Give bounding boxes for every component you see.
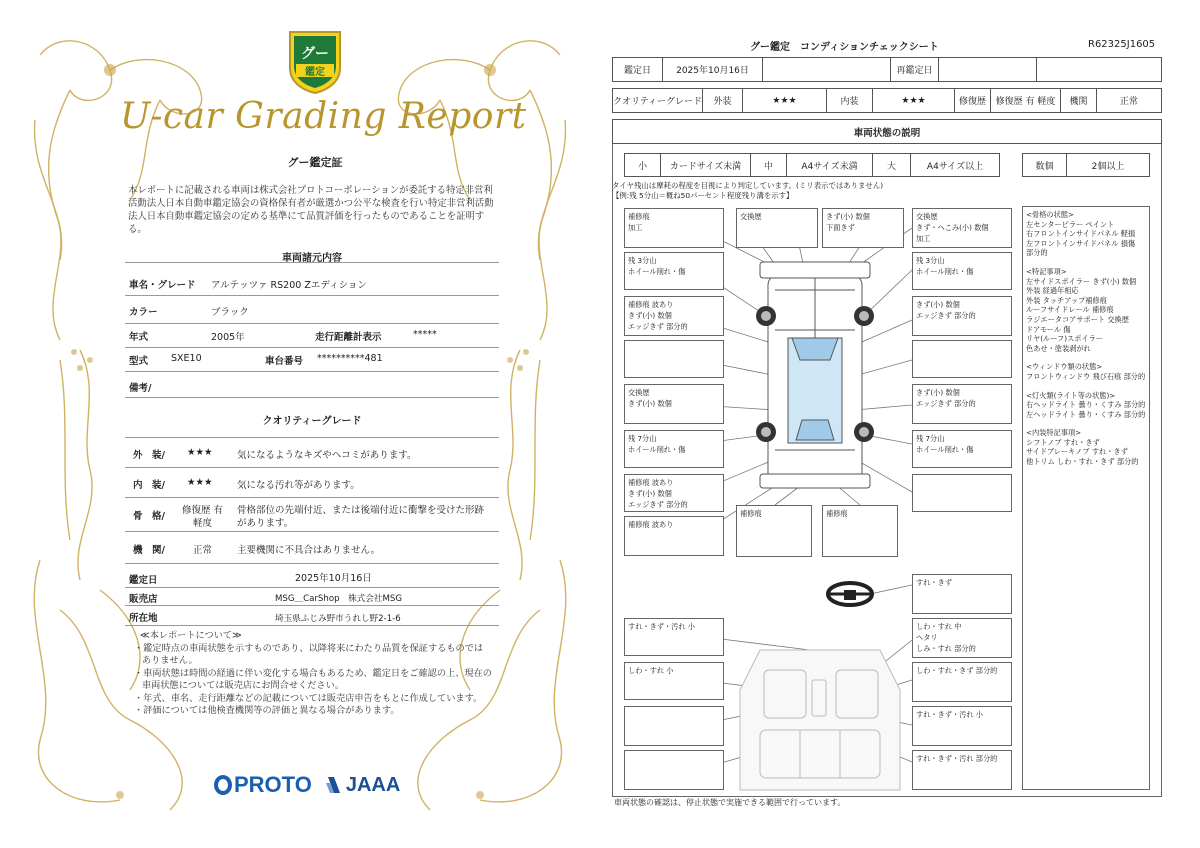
legend-gap bbox=[1026, 353, 1146, 362]
legend-line: 他トリム しわ・すれ・きず 部分的 bbox=[1026, 457, 1139, 467]
callout-text: ホイール削れ・傷 bbox=[916, 445, 974, 454]
callout-box-left-quarter bbox=[624, 474, 724, 512]
legend-line: 左ヘッドライト 曇り・くすみ 部分的 bbox=[1026, 409, 1146, 419]
callout-text: すれ・きず・汚れ 小 bbox=[916, 710, 983, 719]
callout-text: 残 7分山 bbox=[628, 434, 657, 443]
callout-text: 残 3分山 bbox=[916, 256, 945, 265]
callout-box-left-rear-door bbox=[624, 384, 724, 424]
callout-text: 交換歴 bbox=[740, 212, 762, 221]
spec-label: 車台番号 bbox=[265, 356, 304, 367]
callout-text: 補修痕 bbox=[740, 509, 762, 518]
callout-box-left-trim bbox=[624, 706, 724, 746]
callout-text: すれ・きず bbox=[916, 578, 952, 587]
quality-row-exterior bbox=[125, 438, 499, 468]
count-label: 数個 bbox=[1023, 154, 1067, 176]
quality-label: 外 装/ bbox=[133, 450, 165, 461]
callout-text: しわ・すれ 小 bbox=[628, 666, 674, 675]
callout-text: ホイール削れ・傷 bbox=[628, 445, 686, 454]
remarks-panel bbox=[1022, 206, 1150, 790]
callout-text: きず(小) 数個 bbox=[826, 212, 870, 221]
size-mid-label: 中 bbox=[751, 154, 787, 176]
callout-box-driver-seat bbox=[912, 618, 1012, 658]
callout-text: 下面きず bbox=[826, 223, 855, 232]
callout-text: 残 7分山 bbox=[916, 434, 945, 443]
tire-note: タイヤ残山は摩耗の程度を目視により判定しています。(ミリ表示ではありません) bbox=[612, 181, 884, 190]
condition-title: 車両状態の説明 bbox=[612, 119, 1162, 144]
spec-label: 車名・グレード bbox=[129, 280, 196, 291]
engine-label: 機関 bbox=[1061, 89, 1097, 112]
ext-value: ★★★ bbox=[743, 89, 827, 112]
address-row bbox=[125, 606, 499, 626]
divider bbox=[125, 262, 499, 263]
size-small-label: 小 bbox=[625, 154, 661, 176]
quality-desc-cont: があります。 bbox=[237, 518, 294, 529]
legend-line: 左フロントインサイドパネル 損傷 bbox=[1026, 238, 1136, 248]
spec-value: 2005年 bbox=[211, 332, 245, 343]
spec-row-remarks bbox=[125, 372, 499, 398]
callout-box-left-fender bbox=[624, 296, 724, 336]
empty-cell bbox=[1037, 58, 1161, 81]
spec-row-color bbox=[125, 296, 499, 324]
spec-value: **********481 bbox=[317, 353, 383, 364]
callout-text: 補修痕 波あり bbox=[628, 478, 674, 487]
report-id: R62325J1605 bbox=[1088, 39, 1156, 50]
quality-row-interior bbox=[125, 468, 499, 498]
legend-gap bbox=[1026, 382, 1146, 391]
repair-value: 修復歴 有 軽度 bbox=[991, 89, 1061, 112]
callout-box-left-door bbox=[624, 340, 724, 378]
callout-text: 補修痕 波あり bbox=[628, 300, 674, 309]
quality-desc: 主要機関に不具合はありません。 bbox=[237, 545, 381, 556]
legend-gap bbox=[1026, 258, 1146, 267]
callout-text: きず・へこみ(小) 数個 bbox=[916, 223, 989, 232]
quality-row-engine bbox=[125, 532, 499, 564]
jaaa-logo bbox=[326, 774, 400, 797]
callout-text: ホイール削れ・傷 bbox=[916, 267, 974, 276]
quality-grade: ★★★ bbox=[187, 477, 213, 488]
legend-line: サイドブレーキノブ すれ・きず bbox=[1026, 447, 1128, 457]
legend-line: 右ヘッドライト 曇り・くすみ 部分的 bbox=[1026, 400, 1146, 410]
date-value: 2025年10月16日 bbox=[663, 58, 763, 81]
callout-box-right-door bbox=[912, 340, 1012, 378]
note-item: ・車両状態は時間の経過に伴い変化する場合もあるため、鑑定日をご確認の上、現在の車両状態については販売店にお問合せください。 bbox=[134, 667, 492, 691]
callout-box-right-rear-door bbox=[912, 384, 1012, 424]
spec-label: 型式 bbox=[129, 356, 149, 367]
callout-text: きず(小) 数個 bbox=[628, 489, 672, 498]
legend-line: 左サイドスポイラー きず(小) 数個 bbox=[1026, 276, 1137, 286]
callout-text: 残 3分山 bbox=[628, 256, 657, 265]
quality-section-title: クオリティーグレード bbox=[262, 416, 362, 427]
quality-row-frame bbox=[125, 498, 499, 532]
grade-label: クオリティーグレード bbox=[613, 89, 703, 112]
redate-value bbox=[939, 58, 1037, 81]
redate-label: 再鑑定日 bbox=[891, 58, 939, 81]
footer-logos bbox=[214, 770, 400, 800]
report-notes bbox=[130, 630, 492, 718]
proto-mark-icon bbox=[214, 775, 232, 795]
callout-box-dashboard bbox=[624, 618, 724, 656]
footer-note: 車両状態の確認は、停止状態で実施できる範囲で行っています。 bbox=[614, 798, 846, 807]
callout-text: きず(小) 数個 bbox=[628, 311, 672, 320]
emblem-top-text: グー bbox=[301, 46, 329, 62]
legend-line: <内装特記事項> bbox=[1026, 428, 1082, 438]
count-value: 2個以上 bbox=[1091, 161, 1125, 172]
certificate-intro: 本レポートに記載される車両は株式会社プロトコーポレーションが委託する特定非営利活動法人日本自動車鑑定協会の資格保有者が厳選かつ公平な検査を行い特定非営利活動法人日本自動車鑑定協会の定める基準にて品質評価を行ったものであることを証明する。 bbox=[128, 185, 494, 235]
callout-text: 補修痕 bbox=[628, 212, 650, 221]
count-legend bbox=[1022, 153, 1150, 177]
ext-label: 外装 bbox=[703, 89, 743, 112]
grade-row bbox=[612, 88, 1162, 113]
callout-box-tire-fl bbox=[624, 252, 724, 290]
engine-value: 正常 bbox=[1119, 97, 1138, 107]
certificate-title: グー鑑定証 bbox=[287, 156, 343, 169]
size-large-desc: A4サイズ以上 bbox=[926, 161, 984, 172]
emblem-bottom-text: 鑑定 bbox=[305, 67, 325, 78]
legend-line: シフトノブ すれ・きず bbox=[1026, 437, 1100, 447]
divider bbox=[125, 426, 499, 438]
note-item: ・鑑定時点の車両状態を示すものであり、以降将来にわたり品質を保証するものではありません。 bbox=[134, 642, 484, 666]
date-label: 鑑定日 bbox=[613, 58, 663, 81]
dealer-row bbox=[125, 588, 499, 606]
callout-text: きず(小) 数個 bbox=[916, 300, 960, 309]
proto-logo bbox=[214, 772, 312, 798]
legend-line: <骨格の状態> bbox=[1026, 210, 1074, 219]
sheet-title: グー鑑定 コンディションチェックシート bbox=[750, 42, 939, 53]
callout-box-tire-fr bbox=[912, 252, 1012, 290]
proto-logo-text: PROTO bbox=[234, 772, 312, 797]
callout-box-tire-rr bbox=[912, 430, 1012, 468]
spec-label: 年式 bbox=[129, 332, 149, 343]
legend-line: ドアモール 傷 bbox=[1026, 324, 1071, 334]
legend-line: <灯火類(ライト等の状態)> bbox=[1026, 390, 1116, 400]
quality-grade: 正常 bbox=[193, 545, 213, 556]
callout-text: すれ・きず・汚れ 部分的 bbox=[916, 754, 998, 763]
legend-line: 部分的 bbox=[1026, 248, 1048, 258]
spec-value: SXE10 bbox=[171, 353, 202, 364]
callout-box-right-quarter bbox=[912, 474, 1012, 512]
quality-label: 機 関/ bbox=[133, 545, 165, 556]
callout-text: しわ・すれ 中 bbox=[916, 622, 962, 631]
callout-text: しみ・すれ 部分的 bbox=[916, 644, 976, 653]
callout-text: エッジきず 部分的 bbox=[628, 500, 688, 509]
spec-row-model bbox=[125, 348, 499, 372]
appraisal-date-value: 2025年10月16日 bbox=[295, 573, 372, 584]
tire-note-example: 【例:残 5分山＝概ね50パーセント程度残り溝を示す】 bbox=[612, 191, 794, 200]
address-label: 所在地 bbox=[129, 613, 158, 624]
legend-line: <ウィンドウ類の状態> bbox=[1026, 362, 1103, 372]
callout-text: ヘタリ bbox=[916, 633, 938, 642]
legend-line: 右フロントインサイドパネル 軽損 bbox=[1026, 229, 1136, 239]
callout-text: きず(小) 数個 bbox=[628, 399, 672, 408]
spec-value: アルテッツァ RS200 Zエディション bbox=[211, 280, 367, 291]
callout-box-rear-left bbox=[624, 516, 724, 556]
legend-line: 色あせ・塗装剥がれ bbox=[1026, 343, 1091, 353]
int-value: ★★★ bbox=[873, 89, 955, 112]
callout-box-steering bbox=[912, 574, 1012, 614]
jaaa-logo-text: JAAA bbox=[345, 773, 401, 796]
specs-section-title: 車両諸元内容 bbox=[282, 253, 342, 264]
legend-line: 外装 タッチアップ補修痕 bbox=[1026, 295, 1107, 305]
callout-box-console bbox=[912, 706, 1012, 746]
quality-desc: 気になる汚れ等があります。 bbox=[237, 480, 360, 491]
callout-box-passenger-seat bbox=[624, 662, 724, 700]
jaaa-mark-icon bbox=[326, 775, 342, 795]
quality-grade: 修復歴 有 bbox=[182, 505, 224, 516]
callout-box-rear-bumper bbox=[822, 505, 898, 557]
notes-title: ≪本レポートについて≫ bbox=[140, 630, 242, 641]
callout-box-front-right bbox=[912, 208, 1012, 248]
appraisal-date-label: 鑑定日 bbox=[129, 575, 158, 586]
size-large-label: 大 bbox=[873, 154, 911, 176]
legend-line: 左センターピラー ペイント bbox=[1026, 219, 1115, 229]
repair-label: 修復歴 bbox=[955, 89, 991, 112]
date-row bbox=[612, 57, 1162, 82]
callout-text: 交換歴 bbox=[916, 212, 938, 221]
quality-grade-sub: 軽度 bbox=[193, 518, 213, 529]
quality-grade: ★★★ bbox=[187, 447, 213, 458]
callout-box-rear-seat-left bbox=[624, 750, 724, 790]
quality-label: 骨 格/ bbox=[133, 511, 165, 522]
quality-desc: 骨格部位の先端付近、または後端付近に衝撃を受けた形跡 bbox=[237, 505, 485, 516]
callout-text: すれ・きず・汚れ 小 bbox=[628, 622, 695, 631]
callout-text: エッジきず 部分的 bbox=[916, 399, 976, 408]
appraisal-date-row bbox=[125, 566, 499, 588]
callout-text: 交換歴 bbox=[628, 388, 650, 397]
legend-line: フロントウィンドウ 飛び石痕 部分的 bbox=[1026, 371, 1146, 381]
size-mid-desc: A4サイズ未満 bbox=[787, 154, 873, 176]
legend-gap bbox=[1026, 419, 1146, 428]
quality-desc: 気になるようなキズやヘコミがあります。 bbox=[237, 450, 417, 461]
callout-box-tire-rl bbox=[624, 430, 724, 468]
callout-text: 加工 bbox=[628, 223, 643, 232]
dealer-value: MSG＿CarShop 株式会社MSG bbox=[275, 594, 403, 604]
callout-box-rear-seat bbox=[912, 750, 1012, 790]
callout-text: エッジきず 部分的 bbox=[628, 322, 688, 331]
spec-row-name bbox=[125, 268, 499, 296]
callout-box-front-left bbox=[624, 208, 724, 248]
size-legend bbox=[624, 153, 1000, 177]
legend-line: 外装 経過年相応 bbox=[1026, 286, 1079, 296]
callout-text: 補修痕 波あり bbox=[628, 520, 674, 529]
callout-box-right-fender bbox=[912, 296, 1012, 336]
callout-text: エッジきず 部分的 bbox=[916, 311, 976, 320]
callout-text: 補修痕 bbox=[826, 509, 848, 518]
empty-cell bbox=[763, 58, 891, 81]
callout-text: 加工 bbox=[916, 234, 931, 243]
callout-text: きず(小) 数個 bbox=[916, 388, 960, 397]
legend-line: ラジエータコアサポート 交換歴 bbox=[1026, 314, 1129, 324]
quality-label: 内 装/ bbox=[133, 480, 165, 491]
script-title: U-car Grading Report bbox=[120, 96, 527, 137]
legend-line: ルーフサイドレール 補修痕 bbox=[1026, 305, 1114, 315]
callout-text: ホイール削れ・傷 bbox=[628, 267, 686, 276]
callout-box-trunk bbox=[736, 505, 812, 557]
note-item: ・評価については他検査機関等の評価と異なる場合があります。 bbox=[134, 705, 400, 716]
size-small-desc: カードサイズ未満 bbox=[661, 154, 751, 176]
spec-value: ***** bbox=[413, 329, 437, 340]
callout-box-front-bumper bbox=[822, 208, 904, 248]
address-value: 埼玉県ふじみ野市うれし野2-1-6 bbox=[275, 614, 401, 624]
callout-box-hood bbox=[736, 208, 818, 248]
legend-line: リヤ(ルーフ)スポイラー bbox=[1026, 334, 1103, 344]
spec-label: カラー bbox=[129, 307, 158, 318]
callout-text: しわ・すれ・きず 部分的 bbox=[916, 666, 998, 675]
spec-label: 走行距離計表示 bbox=[315, 332, 382, 343]
goo-appraisal-emblem bbox=[284, 28, 346, 94]
int-label: 内装 bbox=[827, 89, 873, 112]
spec-label: 備考/ bbox=[129, 383, 152, 394]
note-item: ・年式、車名、走行距離などの記載については販売店申告をもとに作成しています。 bbox=[134, 692, 483, 704]
spec-row-year bbox=[125, 324, 499, 348]
dealer-label: 販売店 bbox=[129, 594, 158, 605]
legend-line: <特記事項> bbox=[1026, 266, 1067, 276]
spec-value: ブラック bbox=[211, 307, 249, 318]
callout-box-right-trim bbox=[912, 662, 1012, 702]
